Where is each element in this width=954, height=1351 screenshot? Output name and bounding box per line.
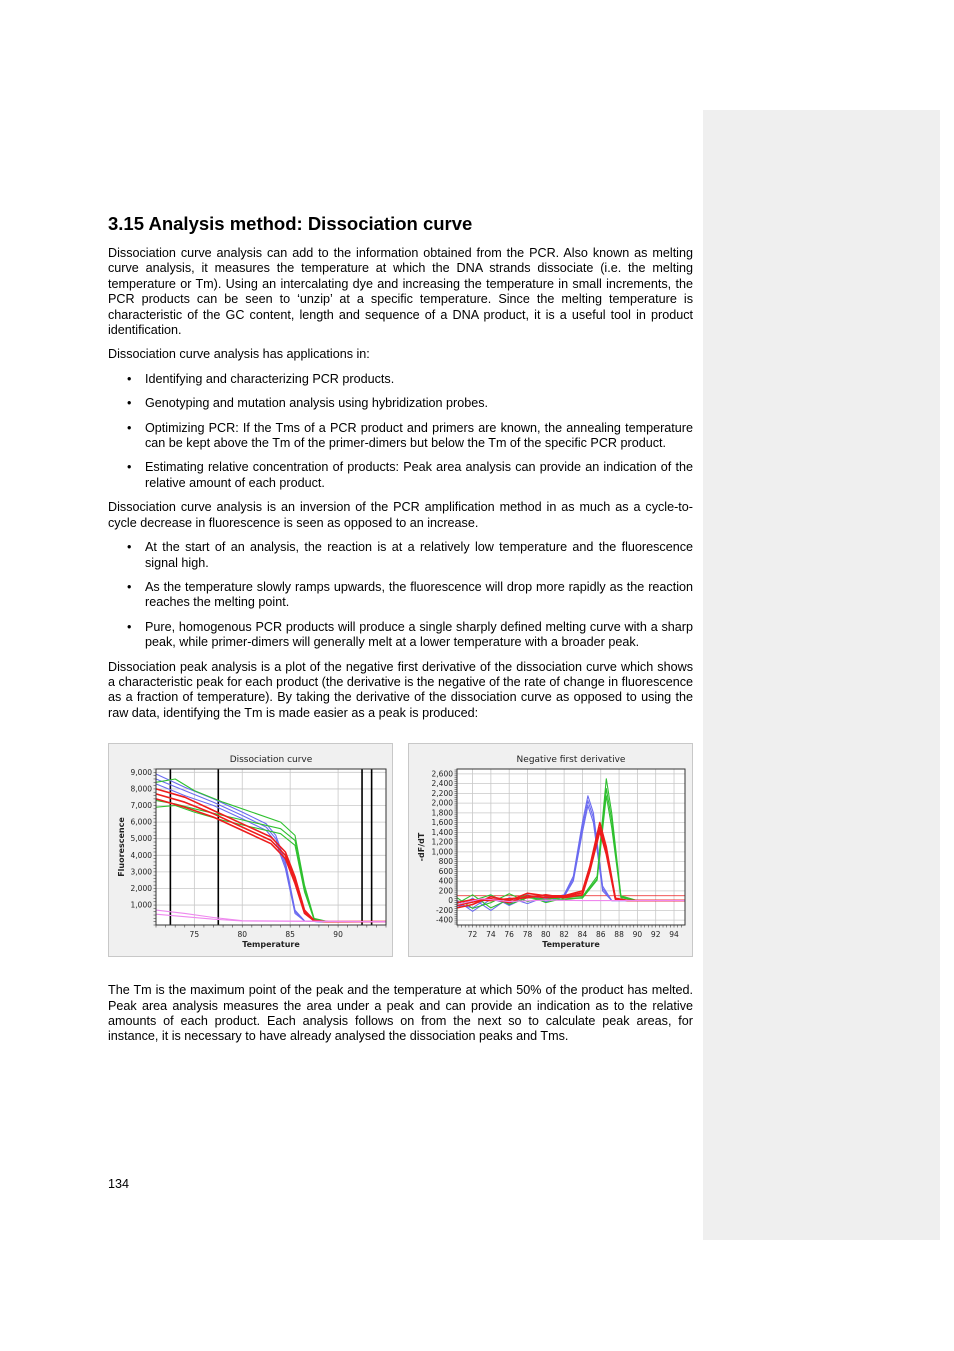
negative-derivative-panel [408,743,693,957]
chart-title: Negative first derivative [516,755,626,766]
y-axis-label: -dF/dT [417,832,426,862]
y-tick-label: -200 [435,906,453,916]
section-heading [108,212,693,236]
x-axis-label: Temperature [542,940,600,950]
y-tick-label: 200 [438,886,453,896]
paragraph-tm: The Tm is the maximum point of the peak and the temperature at which 50% of the product has melted. Peak area analysis measures the area under a peak and can provide an indication as to the relative amounts of each product. Each analysis follows on from the next so to calculate peak areas, for instance, it is necessary to have already analysed the dissociation peaks and Tms. [108,983,693,1044]
x-tick-label: 88 [614,930,624,940]
y-tick-label: 1,000 [431,847,453,857]
page-number: 134 [108,1177,130,1191]
x-axis-label: Temperature [242,940,300,950]
y-tick-label: 600 [438,867,453,877]
bullet-marker: • [127,579,132,594]
y-tick-label: 2,600 [431,769,453,779]
y-tick-label: 1,800 [431,808,453,818]
figure-charts [108,743,693,959]
paragraph-peak-analysis: Dissociation peak analysis is a plot of the negative first derivative of the dissociation curve which shows a characteristic peak for each product (the derivative is the negative of the rate of change in fluorescence as a fraction of temperature). By taking the derivative of the dissociation curve as opposed to using the raw data, identifying the Tm is made easier as a peak is produced: [108,659,693,720]
x-tick-label: 82 [559,930,569,940]
x-tick-label: 76 [504,930,514,940]
y-tick-label: 2,000 [130,884,152,894]
list-item: • Identifying and characterizing PCR products. [127,371,395,386]
dissociation-curve-panel [108,743,393,957]
comment-margin [703,110,940,1240]
list-item: • Estimating relative concentration of products: Peak area analysis can provide an indication of the relative amount of each product. [127,460,693,490]
process-list [108,540,693,650]
negative-derivative-chart [409,744,692,956]
applications-list [108,372,693,491]
bullet-marker: • [127,540,132,555]
y-tick-label: 1,600 [431,818,453,828]
y-tick-label: 4,000 [130,850,152,860]
x-tick-label: 92 [650,930,661,940]
list-item: • Optimizing PCR: If the Tms of a PCR product and primers are known, the annealing temperature can be kept above the Tm of the primer-dimers but below the Tm of the specific PCR product. [127,420,693,451]
bullet-marker: • [127,619,132,634]
page-content [108,212,693,1054]
paragraph-inversion: Dissociation curve analysis is an inversion of the PCR amplification method in as much as a cycle-to-cycle decrease in fluorescence is seen as opposed to an increase. [108,500,693,530]
bullet-marker: • [127,371,132,386]
x-tick-label: 78 [522,930,533,940]
y-tick-label: 3,000 [130,867,152,877]
y-tick-label: 400 [438,876,453,886]
dissociation-curve-chart [109,744,392,956]
x-tick-label: 84 [577,930,588,940]
y-tick-label: 9,000 [130,767,152,777]
y-tick-label: 2,000 [431,798,453,808]
list-item: • As the temperature slowly ramps upwards, the fluorescence will drop more rapidly as the reaction reaches the melting point. [127,579,693,610]
y-axis-label: Fluorescence [117,817,126,877]
x-tick-label: 86 [595,930,606,940]
list-item: • Genotyping and mutation analysis using hybridization probes. [127,396,489,411]
y-tick-label: 1,000 [130,900,152,910]
x-tick-label: 74 [486,930,496,940]
y-tick-label: 1,400 [431,828,453,838]
paragraph-applications: Dissociation curve analysis has applications in: [108,347,370,362]
x-tick-label: 75 [189,930,200,940]
section-title: Analysis method: Dissociation curve [148,213,473,234]
y-tick-label: 1,200 [431,837,453,847]
x-tick-label: 85 [285,930,295,940]
x-tick-label: 90 [333,930,343,940]
x-tick-label: 94 [669,930,679,940]
y-tick-label: 6,000 [130,817,152,827]
x-tick-label: 90 [632,930,643,940]
y-tick-label: 0 [448,896,453,906]
y-tick-label: 8,000 [130,784,152,794]
x-tick-label: 80 [541,930,551,940]
y-tick-label: 5,000 [130,834,152,844]
x-tick-label: 72 [467,930,478,940]
list-item: • At the start of an analysis, the reaction is at a relatively low temperature and the fluorescence signal high. [127,540,693,570]
paragraph-intro: Dissociation curve analysis can add to the information obtained from the PCR. Also known as melting curve analysis, it measures the temperature at which the DNA strands dissociate (i.e. the melting temperature or Tm). Using an intercalating dye and increasing the temperature in small increments, the PCR products can be seen to ‘unzip’ at a specific temperature. Since the melting temperature is characteristic of the GC content, length and sequence of a DNA product, it is a useful tool in product identification. [108,246,693,338]
chart-title: Dissociation curve [229,755,313,766]
y-tick-label: 7,000 [130,801,152,811]
x-tick-label: 80 [237,930,248,940]
y-tick-label: -400 [435,915,453,925]
y-tick-label: 2,200 [431,789,453,799]
list-item: • Pure, homogenous PCR products will produce a single sharply defined melting curve with a sharp peak, while primer-dimers will generally melt at a lower temperature with a broader peak. [127,619,693,650]
section-number: 3.15 [108,213,145,234]
y-tick-label: 2,400 [431,779,453,789]
bullet-marker: • [127,396,132,411]
y-tick-label: 800 [438,857,453,867]
bullet-marker: • [127,460,132,475]
bullet-marker: • [127,420,132,435]
